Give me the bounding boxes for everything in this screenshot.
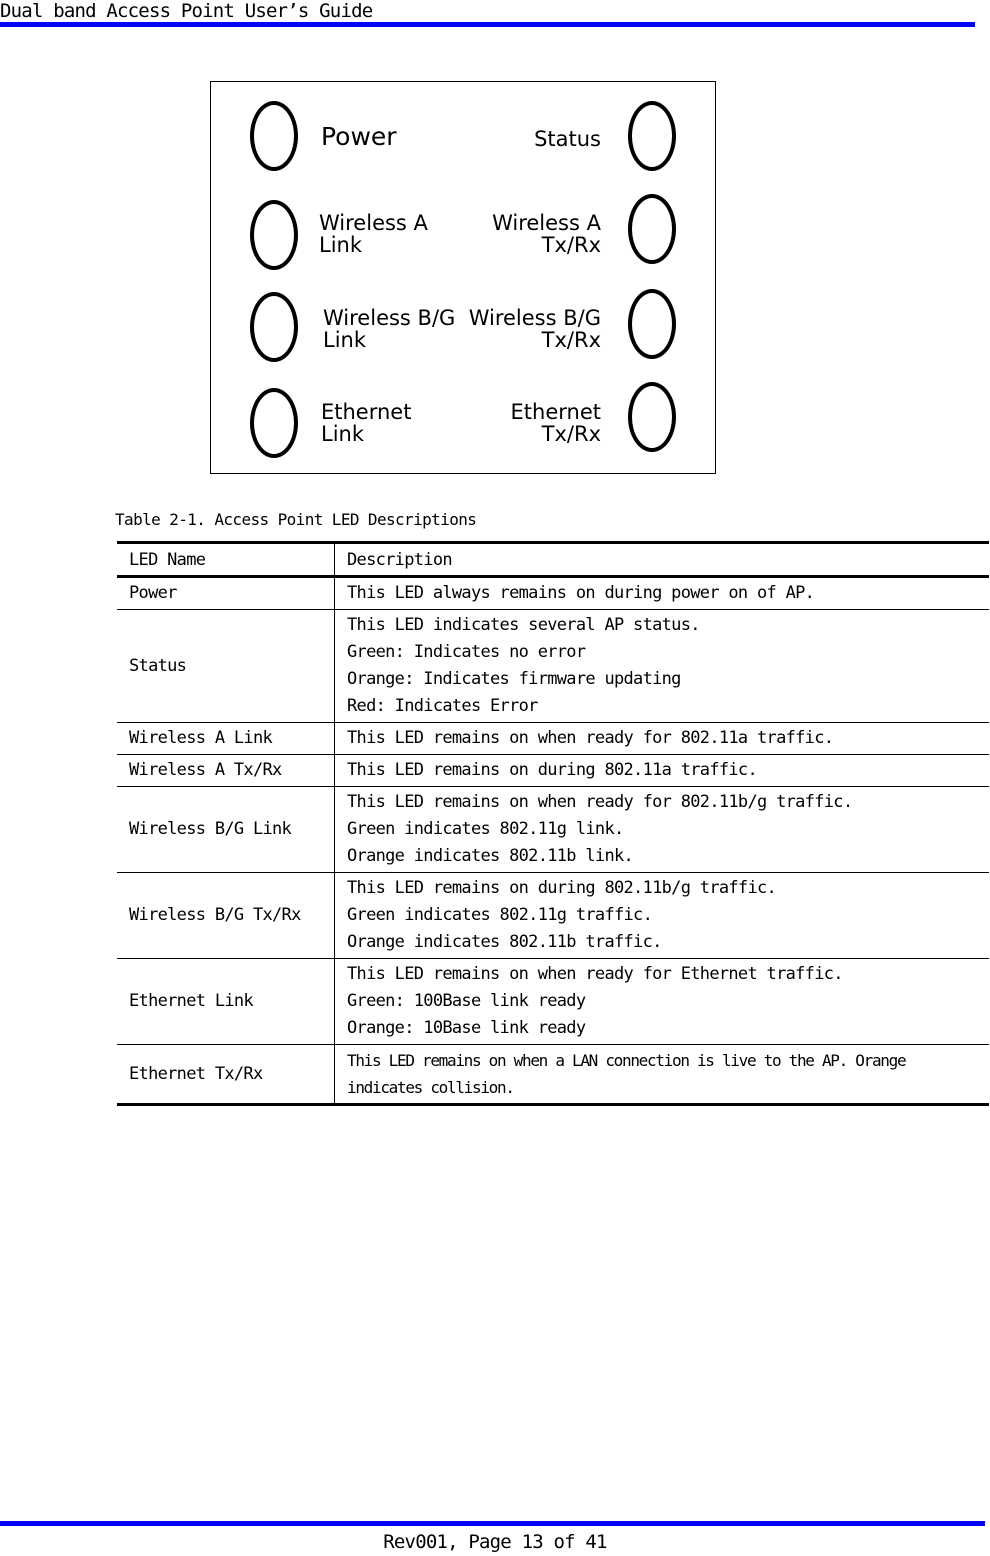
description-cell: This LED indicates several AP status. Green: Indicates no error Orange: Indicates firmware updating Red: Indicates Error [335,610,990,723]
led-name-cell: Power [117,577,335,610]
led-description-table [117,541,989,1106]
led-name-cell: Ethernet Tx/Rx [117,1045,335,1105]
table-row [117,873,989,959]
table-caption: Table 2-1. Access Point LED Descriptions [115,510,477,529]
panel-label-power: Power [321,122,397,151]
led-status-indicator [628,101,676,171]
panel-label-wireless-bg-txrx: Wireless B/G Tx/Rx [468,306,601,352]
description-cell: This LED remains on during 802.11b/g traffic. Green indicates 802.11g traffic. Orange indicates 802.11b traffic. [335,873,990,959]
description-cell: This LED remains on when ready for Ethernet traffic. Green: 100Base link ready Orange: 10Base link ready [335,959,990,1045]
led-name-cell: Status [117,610,335,723]
led-wireless-a-txrx-indicator [628,194,676,264]
led-wireless-a-link-indicator [250,200,298,270]
led-power-indicator [250,101,298,171]
header-title: Dual band Access Point User’s Guide [0,0,373,22]
table-row [117,723,989,755]
footer-rule [0,1521,985,1526]
led-name-cell: Ethernet Link [117,959,335,1045]
led-ethernet-link-indicator [250,388,298,458]
table-row [117,610,989,723]
led-wireless-bg-txrx-indicator [628,289,676,359]
footer-page-info: Rev001, Page 13 of 41 [383,1531,607,1553]
panel-label-wireless-a-txrx: Wireless A Tx/Rx [492,211,601,257]
table-row [117,787,989,873]
description-cell: This LED remains on when a LAN connection is live to the AP. Orange indicates collision. [335,1045,990,1105]
led-wireless-bg-link-indicator [250,292,298,362]
led-name-cell: Wireless B/G Tx/Rx [117,873,335,959]
panel-label-wireless-a-link: Wireless A Link [319,211,428,257]
column-header-led-name: LED Name [117,543,335,577]
led-ethernet-txrx-indicator [628,382,676,452]
table-row [117,959,989,1045]
table-row [117,1045,989,1105]
led-panel-figure [210,81,716,474]
led-name-cell: Wireless A Link [117,723,335,755]
panel-label-status: Status [534,127,601,151]
description-cell: This LED remains on when ready for 802.11a traffic. [335,723,990,755]
led-name-cell: Wireless A Tx/Rx [117,755,335,787]
table-row [117,577,989,610]
table-header-row [117,543,989,577]
column-header-description: Description [335,543,990,577]
header-rule [0,22,975,27]
description-cell: This LED always remains on during power on of AP. [335,577,990,610]
panel-label-ethernet-link: Ethernet Link [321,400,412,446]
panel-label-wireless-bg-link: Wireless B/G Link [323,306,456,352]
table-row [117,755,989,787]
description-cell: This LED remains on when ready for 802.11b/g traffic. Green indicates 802.11g link. Orange indicates 802.11b link. [335,787,990,873]
panel-label-ethernet-txrx: Ethernet Tx/Rx [510,400,601,446]
led-name-cell: Wireless B/G Link [117,787,335,873]
description-cell: This LED remains on during 802.11a traffic. [335,755,990,787]
